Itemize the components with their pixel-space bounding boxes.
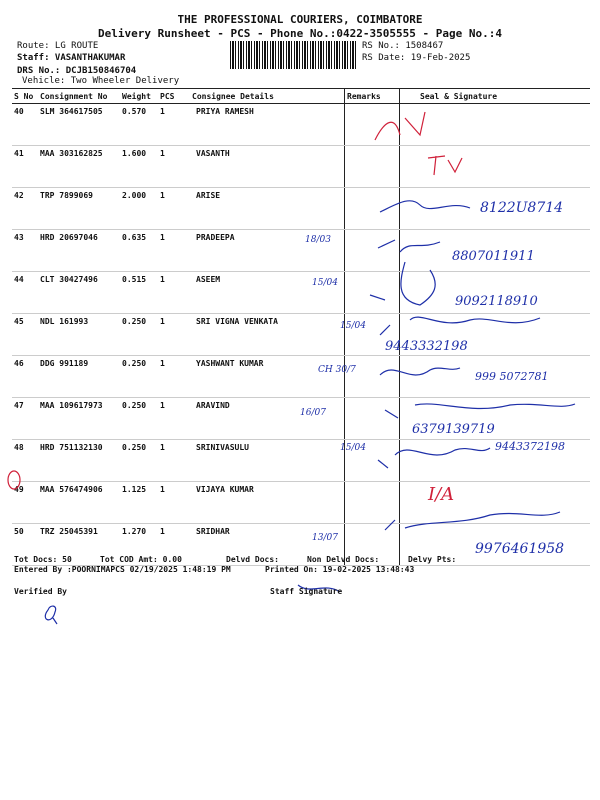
col-remarks: Remarks	[345, 89, 400, 104]
date-45: 15/04	[340, 321, 366, 331]
phone-46b: 999 5072781	[475, 370, 549, 383]
row-pcs: 1	[158, 524, 190, 566]
col-consignee: Consignee Details	[190, 89, 345, 104]
entered-by: Entered By :POORNIMAPCS 02/19/2025 1:48:19 PM	[14, 565, 231, 574]
vehicle-label: Vehicle: Two Wheeler Delivery	[22, 76, 180, 86]
phone-43: 8807011911	[452, 249, 535, 264]
row-sno: 43	[12, 230, 38, 272]
row-weight: 0.250	[120, 440, 158, 482]
red-circle-49	[8, 471, 20, 489]
row-consignment-no: MAA 109617973	[38, 398, 120, 440]
row-weight: 0.635	[120, 230, 158, 272]
row-sno: 40	[12, 104, 38, 146]
row-consignment-no: HRD 751132130	[38, 440, 120, 482]
phone-48: 9443372198	[495, 440, 565, 453]
row-consignee: ASEEM	[190, 272, 345, 314]
row-pcs: 1	[158, 398, 190, 440]
route-label: Route: LG ROUTE	[17, 41, 99, 51]
row-consignee: PRADEEPA	[190, 230, 345, 272]
date-47: 16/07	[300, 408, 326, 418]
row-consignee: ARISE	[190, 188, 345, 230]
row-sno: 50	[12, 524, 38, 566]
row-consignee: VASANTH	[190, 146, 345, 188]
row-pcs: 1	[158, 440, 190, 482]
row-consignee: VIJAYA KUMAR	[190, 482, 345, 524]
date-46: CH 30/7	[318, 365, 356, 375]
red-scribble-40	[375, 112, 425, 140]
phone-42: 8122U8714	[480, 200, 564, 216]
row-weight: 0.570	[120, 104, 158, 146]
col-sno: S No	[12, 89, 38, 104]
col-pcs: PCS	[158, 89, 190, 104]
row-weight: 2.000	[120, 188, 158, 230]
rs-date: RS Date: 19-Feb-2025	[362, 53, 471, 63]
row-consignee: ARAVIND	[190, 398, 345, 440]
phone-50: 9976461958	[475, 541, 565, 557]
delvy-pts: Delvy Pts:	[408, 555, 457, 564]
row-pcs: 1	[158, 314, 190, 356]
row-consignee: YASHWANT KUMAR	[190, 356, 345, 398]
row-consignee: SRI VIGNA VENKATA	[190, 314, 345, 356]
row-sno: 47	[12, 398, 38, 440]
row-weight: 0.515	[120, 272, 158, 314]
row-consignment-no: TRP 7899069	[38, 188, 120, 230]
signature-42	[380, 201, 470, 212]
signature-46	[380, 368, 460, 375]
row-consignment-no: MAA 576474906	[38, 482, 120, 524]
row-sno: 49	[12, 482, 38, 524]
row-sno: 42	[12, 188, 38, 230]
row-pcs: 1	[158, 104, 190, 146]
row-sno: 44	[12, 272, 38, 314]
tot-cod-amt: Tot COD Amt: 0.00	[100, 555, 182, 564]
row-sno: 46	[12, 356, 38, 398]
rs-no: RS No.: 1508467	[362, 41, 444, 51]
row-consignment-no: DDG 991189	[38, 356, 120, 398]
row-pcs: 1	[158, 230, 190, 272]
row-consignee: SRIDHAR	[190, 524, 345, 566]
row-consignment-no: CLT 30427496	[38, 272, 120, 314]
red-mark-49: I/A	[428, 484, 455, 505]
phone-46a: 9443332198	[385, 339, 468, 354]
signature-50	[385, 512, 560, 530]
verifier-initials	[45, 606, 57, 624]
row-consignment-no: TRZ 25045391	[38, 524, 120, 566]
signature-44	[370, 262, 435, 305]
row-pcs: 1	[158, 272, 190, 314]
phone-47: 6379139719	[412, 422, 495, 437]
verified-by: Verified By	[14, 587, 67, 596]
row-sno: 45	[12, 314, 38, 356]
signature-48	[378, 448, 490, 468]
row-sno: 48	[12, 440, 38, 482]
row-weight: 0.250	[120, 398, 158, 440]
row-consignment-no: HRD 20697046	[38, 230, 120, 272]
row-consignment-no: NDL 161993	[38, 314, 120, 356]
red-scribble-41	[428, 156, 462, 175]
staff-label: Staff: VASANTHAKUMAR	[17, 53, 126, 63]
row-weight: 1.270	[120, 524, 158, 566]
row-weight: 1.125	[120, 482, 158, 524]
printed-on: Printed On: 19-02-2025 13:48:43	[265, 565, 415, 574]
row-consignee: SRINIVASULU	[190, 440, 345, 482]
date-50: 13/07	[312, 533, 338, 543]
col-consignment: Consignment No	[38, 89, 120, 104]
row-pcs: 1	[158, 146, 190, 188]
row-consignee: PRIYA RAMESH	[190, 104, 345, 146]
row-pcs: 1	[158, 482, 190, 524]
row-pcs: 1	[158, 356, 190, 398]
row-sno: 41	[12, 146, 38, 188]
signature-43	[378, 240, 440, 252]
phone-45: 9092118910	[455, 294, 538, 309]
staff-signature: Staff Signature	[270, 587, 343, 596]
row-weight: 0.250	[120, 356, 158, 398]
non-delvd-docs: Non Delvd Docs:	[307, 555, 380, 564]
signature-47	[385, 404, 575, 418]
date-44: 15/04	[312, 278, 338, 288]
tot-docs: Tot Docs: 50	[14, 555, 72, 564]
row-weight: 1.600	[120, 146, 158, 188]
signature-45	[380, 317, 540, 335]
drs-label: DRS No.: DCJB150846704	[17, 66, 137, 76]
col-weight: Weight	[120, 89, 158, 104]
row-weight: 0.250	[120, 314, 158, 356]
row-consignment-no: SLM 364617505	[38, 104, 120, 146]
row-pcs: 1	[158, 188, 190, 230]
row-consignment-no: MAA 303162825	[38, 146, 120, 188]
col-signature: Seal & Signature	[400, 89, 591, 104]
company-title: THE PROFESSIONAL COURIERS, COIMBATORE	[177, 13, 423, 26]
date-43: 18/03	[305, 235, 331, 245]
delvd-docs: Delvd Docs:	[226, 555, 279, 564]
runsheet-subtitle: Delivery Runsheet - PCS - Phone No.:0422-3505555 - Page No.:4	[98, 27, 502, 40]
date-48: 15/04	[340, 443, 366, 453]
